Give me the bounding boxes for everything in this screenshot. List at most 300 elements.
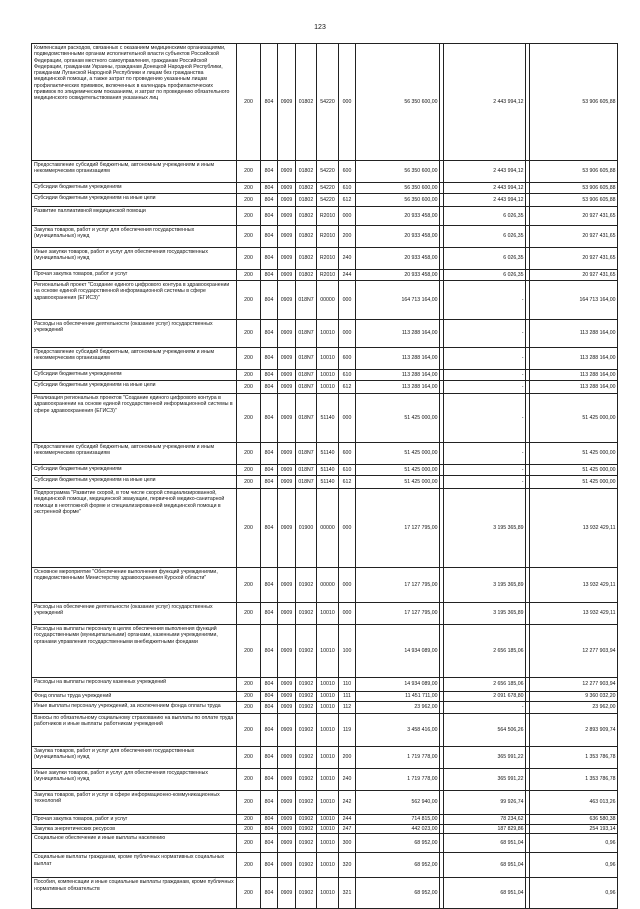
line-item-name: Субсидии бюджетным учреждениям на иные цели (32, 476, 237, 489)
approved-amount: 17 127 795,00 (356, 603, 440, 625)
expense-type-code: 240 (339, 769, 356, 791)
direction-code: 10010 (317, 381, 339, 394)
direction-code: 10010 (317, 834, 339, 853)
approved-amount: 1 719 778,00 (356, 747, 440, 769)
section-code: 0909 (278, 161, 296, 183)
admin-code: 200 (237, 489, 261, 568)
program-code: 01900 (296, 489, 317, 568)
direction-code: 51140 (317, 394, 339, 443)
expense-type-code: 244 (339, 270, 356, 281)
admin-code: 200 (237, 281, 261, 320)
agency-code: 804 (261, 834, 278, 853)
program-code: 01902 (296, 878, 317, 909)
remaining-amount: 13 932 429,11 (530, 603, 618, 625)
admin-code: 200 (237, 834, 261, 853)
expense-type-code: 000 (339, 489, 356, 568)
executed-amount: 99 926,74 (444, 791, 526, 815)
remaining-amount: 636 580,38 (530, 815, 618, 825)
table-row (32, 603, 618, 625)
expense-type-code: 612 (339, 381, 356, 394)
table-row (32, 853, 618, 878)
admin-code: 200 (237, 348, 261, 370)
table-row (32, 226, 618, 248)
program-code: 018N7 (296, 476, 317, 489)
section-code: 0909 (278, 714, 296, 747)
approved-amount: 714 815,00 (356, 815, 440, 825)
agency-code: 804 (261, 281, 278, 320)
direction-code: 10010 (317, 603, 339, 625)
section-code: 0909 (278, 194, 296, 207)
executed-amount: 6 026,35 (444, 226, 526, 248)
table-row (32, 207, 618, 226)
table-row (32, 194, 618, 207)
admin-code: 200 (237, 370, 261, 381)
admin-code: 200 (237, 465, 261, 476)
admin-code: 200 (237, 747, 261, 769)
section-code: 0909 (278, 381, 296, 394)
expense-type-code: 000 (339, 320, 356, 348)
expense-type-code: 240 (339, 248, 356, 270)
direction-code: 10010 (317, 791, 339, 815)
section-code: 0909 (278, 692, 296, 702)
approved-amount: 17 127 795,00 (356, 489, 440, 568)
section-code: 0909 (278, 44, 296, 161)
direction-code: R2010 (317, 226, 339, 248)
program-code: 01902 (296, 825, 317, 834)
expense-type-code: 100 (339, 625, 356, 678)
agency-code: 804 (261, 678, 278, 692)
approved-amount: 14 934 089,00 (356, 625, 440, 678)
direction-code: 54220 (317, 183, 339, 194)
section-code: 0909 (278, 248, 296, 270)
executed-amount: 3 195 365,89 (444, 489, 526, 568)
executed-amount: - (444, 702, 526, 714)
executed-amount: 68 951,04 (444, 878, 526, 909)
line-item-name: Иные закупки товаров, работ и услуг для обеспечения государственных (муниципальных) нужд (32, 769, 237, 791)
table-row (32, 443, 618, 465)
section-code: 0909 (278, 394, 296, 443)
direction-code: 10010 (317, 714, 339, 747)
direction-code: 10010 (317, 825, 339, 834)
program-code: 01802 (296, 194, 317, 207)
section-code: 0909 (278, 834, 296, 853)
line-item-name: Закупка энергетических ресурсов (32, 825, 237, 834)
remaining-amount: 1 353 786,78 (530, 747, 618, 769)
executed-amount: 2 656 185,06 (444, 678, 526, 692)
remaining-amount: 53 906 605,88 (530, 161, 618, 183)
executed-amount: 68 951,04 (444, 853, 526, 878)
approved-amount: 56 350 600,00 (356, 183, 440, 194)
line-item-name: Расходы на выплаты персоналу казенных учреждений (32, 678, 237, 692)
admin-code: 200 (237, 678, 261, 692)
table-row (32, 714, 618, 747)
admin-code: 200 (237, 815, 261, 825)
executed-amount: 2 443 994,12 (444, 161, 526, 183)
agency-code: 804 (261, 489, 278, 568)
program-code: 018N7 (296, 381, 317, 394)
remaining-amount: 13 932 429,11 (530, 568, 618, 603)
agency-code: 804 (261, 248, 278, 270)
executed-amount: 6 026,35 (444, 207, 526, 226)
remaining-amount: 0,96 (530, 853, 618, 878)
program-code: 01802 (296, 183, 317, 194)
section-code: 0909 (278, 678, 296, 692)
line-item-name: Субсидии бюджетным учреждениям (32, 370, 237, 381)
agency-code: 804 (261, 370, 278, 381)
table-row (32, 791, 618, 815)
section-code: 0909 (278, 443, 296, 465)
line-item-name: Социальные выплаты гражданам, кроме публичных нормативных социальных выплат (32, 853, 237, 878)
expense-type-code: 000 (339, 394, 356, 443)
section-code: 0909 (278, 625, 296, 678)
remaining-amount: 0,96 (530, 878, 618, 909)
admin-code: 200 (237, 714, 261, 747)
approved-amount: 23 962,00 (356, 702, 440, 714)
table-row (32, 44, 618, 161)
program-code: 018N7 (296, 320, 317, 348)
line-item-name: Закупка товаров, работ и услуг для обеспечения государственных (муниципальных) нужд (32, 747, 237, 769)
approved-amount: 20 933 458,00 (356, 226, 440, 248)
expense-type-code: 112 (339, 702, 356, 714)
program-code: 018N7 (296, 394, 317, 443)
table-row (32, 489, 618, 568)
table-row (32, 270, 618, 281)
admin-code: 200 (237, 443, 261, 465)
program-code: 01802 (296, 161, 317, 183)
remaining-amount: 51 425 000,00 (530, 465, 618, 476)
remaining-amount: 113 288 164,00 (530, 348, 618, 370)
program-code: 01902 (296, 714, 317, 747)
agency-code: 804 (261, 853, 278, 878)
line-item-name: Субсидии бюджетным учреждениям (32, 183, 237, 194)
admin-code: 200 (237, 270, 261, 281)
program-code: 01902 (296, 603, 317, 625)
table-row (32, 625, 618, 678)
agency-code: 804 (261, 702, 278, 714)
line-item-name: Субсидии бюджетным учреждениям на иные цели (32, 381, 237, 394)
table-row (32, 465, 618, 476)
approved-amount: 51 425 000,00 (356, 394, 440, 443)
section-code: 0909 (278, 568, 296, 603)
executed-amount: - (444, 476, 526, 489)
executed-amount: 2 443 994,12 (444, 183, 526, 194)
executed-amount: 6 026,35 (444, 248, 526, 270)
expense-type-code: 612 (339, 476, 356, 489)
line-item-name: Компенсация расходов, связанных с оказанием медицинскими организациями, подведомственными органам исполнительной власти субъектов Российской Федерации, органам местного самоуправления, гражданам Российской Федерации, гражданам Украины, гражданам Донецкой Народной Республики, гражданам Луганской Народной Республики и лицам без гражданства медицинской помощи, а также затрат по проведению указанным лицам профилактических прививок, включенных в календарь профилактических прививок по эпидемическим показаниям, и затрат по проведению обязательного медицинского освидетельствования указанных лиц (32, 44, 237, 161)
approved-amount: 113 288 164,00 (356, 381, 440, 394)
direction-code: 00000 (317, 568, 339, 603)
program-code: 01902 (296, 834, 317, 853)
direction-code: 10010 (317, 348, 339, 370)
admin-code: 200 (237, 320, 261, 348)
executed-amount: - (444, 370, 526, 381)
line-item-name: Иные выплаты персоналу учреждений, за исключением фонда оплаты труда (32, 702, 237, 714)
line-item-name: Расходы на выплаты персоналу в целях обеспечения выполнения функций государственными (муниципальными) органами, казенными учреждениями, органами управления государственными внебюджетными фондами (32, 625, 237, 678)
direction-code: R2010 (317, 248, 339, 270)
direction-code: 10010 (317, 853, 339, 878)
section-code: 0909 (278, 878, 296, 909)
approved-amount: 1 719 778,00 (356, 769, 440, 791)
remaining-amount: 12 277 903,94 (530, 625, 618, 678)
remaining-amount: 13 932 429,11 (530, 489, 618, 568)
admin-code: 200 (237, 769, 261, 791)
executed-amount: - (444, 281, 526, 320)
approved-amount: 68 952,00 (356, 878, 440, 909)
approved-amount: 51 425 000,00 (356, 465, 440, 476)
admin-code: 200 (237, 476, 261, 489)
executed-amount: 564 506,26 (444, 714, 526, 747)
remaining-amount: 12 277 903,94 (530, 678, 618, 692)
admin-code: 200 (237, 878, 261, 909)
remaining-amount: 20 927 431,65 (530, 248, 618, 270)
admin-code: 200 (237, 394, 261, 443)
executed-amount: 2 443 994,12 (444, 194, 526, 207)
executed-amount: - (444, 348, 526, 370)
agency-code: 804 (261, 44, 278, 161)
table-row (32, 320, 618, 348)
agency-code: 804 (261, 161, 278, 183)
approved-amount: 442 023,00 (356, 825, 440, 834)
expense-type-code: 000 (339, 44, 356, 161)
agency-code: 804 (261, 825, 278, 834)
remaining-amount: 9 360 032,20 (530, 692, 618, 702)
remaining-amount: 53 906 605,88 (530, 183, 618, 194)
direction-code: 10010 (317, 625, 339, 678)
expense-type-code: 600 (339, 443, 356, 465)
approved-amount: 11 451 711,00 (356, 692, 440, 702)
remaining-amount: 51 425 000,00 (530, 443, 618, 465)
table-row (32, 692, 618, 702)
agency-code: 804 (261, 476, 278, 489)
executed-amount: 78 234,62 (444, 815, 526, 825)
remaining-amount: 254 193,14 (530, 825, 618, 834)
executed-amount: 187 829,86 (444, 825, 526, 834)
agency-code: 804 (261, 226, 278, 248)
table-row (32, 381, 618, 394)
expense-type-code: 200 (339, 747, 356, 769)
expense-type-code: 000 (339, 568, 356, 603)
remaining-amount: 51 425 000,00 (530, 476, 618, 489)
table-row (32, 370, 618, 381)
admin-code: 200 (237, 603, 261, 625)
expense-type-code: 000 (339, 603, 356, 625)
program-code: 018N7 (296, 465, 317, 476)
program-code: 018N7 (296, 281, 317, 320)
agency-code: 804 (261, 815, 278, 825)
table-row (32, 183, 618, 194)
direction-code: 54220 (317, 194, 339, 207)
admin-code: 200 (237, 381, 261, 394)
agency-code: 804 (261, 320, 278, 348)
approved-amount: 17 127 795,00 (356, 568, 440, 603)
agency-code: 804 (261, 270, 278, 281)
approved-amount: 113 288 164,00 (356, 348, 440, 370)
approved-amount: 56 350 600,00 (356, 161, 440, 183)
line-item-name: Пособия, компенсации и иные социальные выплаты гражданам, кроме публичных нормативных обязательств (32, 878, 237, 909)
executed-amount: 68 951,04 (444, 834, 526, 853)
admin-code: 200 (237, 692, 261, 702)
expense-type-code: 111 (339, 692, 356, 702)
line-item-name: Субсидии бюджетным учреждениям (32, 465, 237, 476)
direction-code: 10010 (317, 678, 339, 692)
section-code: 0909 (278, 747, 296, 769)
program-code: 018N7 (296, 370, 317, 381)
program-code: 01902 (296, 568, 317, 603)
table-row (32, 678, 618, 692)
expense-type-code: 300 (339, 834, 356, 853)
section-code: 0909 (278, 320, 296, 348)
table-row (32, 878, 618, 909)
approved-amount: 51 425 000,00 (356, 443, 440, 465)
expense-type-code: 000 (339, 207, 356, 226)
remaining-amount: 1 353 786,78 (530, 769, 618, 791)
section-code: 0909 (278, 815, 296, 825)
line-item-name: Региональный проект "Создание единого цифрового контура в здравоохранении на основе единой государственной информационной системы в сфере здравоохранения (ЕГИСЗ)" (32, 281, 237, 320)
admin-code: 200 (237, 825, 261, 834)
admin-code: 200 (237, 248, 261, 270)
expense-type-code: 320 (339, 853, 356, 878)
budget-table (31, 43, 618, 909)
table-row (32, 394, 618, 443)
remaining-amount: 113 288 164,00 (530, 370, 618, 381)
section-code: 0909 (278, 702, 296, 714)
direction-code: 00000 (317, 281, 339, 320)
agency-code: 804 (261, 714, 278, 747)
remaining-amount: 2 893 909,74 (530, 714, 618, 747)
remaining-amount: 53 906 605,88 (530, 44, 618, 161)
executed-amount: - (444, 443, 526, 465)
expense-type-code: 000 (339, 281, 356, 320)
agency-code: 804 (261, 394, 278, 443)
section-code: 0909 (278, 207, 296, 226)
section-code: 0909 (278, 853, 296, 878)
expense-type-code: 200 (339, 226, 356, 248)
section-code: 0909 (278, 348, 296, 370)
remaining-amount: 20 927 431,65 (530, 270, 618, 281)
page-number: 123 (314, 24, 326, 31)
executed-amount: 2 443 994,12 (444, 44, 526, 161)
line-item-name: Развитие паллиативной медицинской помощи (32, 207, 237, 226)
expense-type-code: 247 (339, 825, 356, 834)
program-code: 018N7 (296, 443, 317, 465)
direction-code: R2010 (317, 207, 339, 226)
program-code: 01802 (296, 248, 317, 270)
direction-code: 10010 (317, 878, 339, 909)
section-code: 0909 (278, 183, 296, 194)
admin-code: 200 (237, 853, 261, 878)
remaining-amount: 51 425 000,00 (530, 394, 618, 443)
executed-amount: - (444, 394, 526, 443)
agency-code: 804 (261, 791, 278, 815)
admin-code: 200 (237, 161, 261, 183)
line-item-name: Прочая закупка товаров, работ и услуг (32, 815, 237, 825)
program-code: 01802 (296, 44, 317, 161)
table-row (32, 815, 618, 825)
program-code: 01902 (296, 815, 317, 825)
program-code: 01902 (296, 747, 317, 769)
line-item-name: Закупка товаров, работ и услуг в сфере информационно-коммуникационных технологий (32, 791, 237, 815)
remaining-amount: 20 927 431,65 (530, 207, 618, 226)
line-item-name: Расходы на обеспечение деятельности (оказание услуг) государственных учреждений (32, 603, 237, 625)
table-row (32, 281, 618, 320)
expense-type-code: 610 (339, 183, 356, 194)
admin-code: 200 (237, 791, 261, 815)
table-row (32, 161, 618, 183)
approved-amount: 56 350 600,00 (356, 44, 440, 161)
program-code: 01902 (296, 678, 317, 692)
program-code: 01802 (296, 207, 317, 226)
line-item-name: Фонд оплаты труда учреждений (32, 692, 237, 702)
table-row (32, 348, 618, 370)
admin-code: 200 (237, 44, 261, 161)
section-code: 0909 (278, 489, 296, 568)
executed-amount: - (444, 320, 526, 348)
line-item-name: Реализация региональных проектов "Создание единого цифрового контура в здравоохранении на основе единой государственной информационной системы в сфере здравоохранения (ЕГИСЗ)" (32, 394, 237, 443)
direction-code: 51140 (317, 465, 339, 476)
direction-code: 51140 (317, 476, 339, 489)
executed-amount: 2 091 678,80 (444, 692, 526, 702)
section-code: 0909 (278, 465, 296, 476)
agency-code: 804 (261, 443, 278, 465)
line-item-name: Расходы на обеспечение деятельности (оказание услуг) государственных учреждений (32, 320, 237, 348)
expense-type-code: 119 (339, 714, 356, 747)
table-row (32, 747, 618, 769)
line-item-name: Предоставление субсидий бюджетным, автономным учреждениям и иным некоммерческим организациям (32, 443, 237, 465)
line-item-name: Предоставление субсидий бюджетным, автономным учреждениям и иным некоммерческим организациям (32, 161, 237, 183)
table-row (32, 568, 618, 603)
direction-code: 10010 (317, 769, 339, 791)
program-code: 01802 (296, 226, 317, 248)
expense-type-code: 610 (339, 370, 356, 381)
direction-code: 51140 (317, 443, 339, 465)
expense-type-code: 600 (339, 161, 356, 183)
section-code: 0909 (278, 281, 296, 320)
executed-amount: 3 195 365,89 (444, 568, 526, 603)
approved-amount: 562 940,00 (356, 791, 440, 815)
program-code: 018N7 (296, 348, 317, 370)
admin-code: 200 (237, 625, 261, 678)
section-code: 0909 (278, 603, 296, 625)
direction-code: 10010 (317, 747, 339, 769)
section-code: 0909 (278, 370, 296, 381)
remaining-amount: 20 927 431,65 (530, 226, 618, 248)
expense-type-code: 110 (339, 678, 356, 692)
table-row (32, 834, 618, 853)
agency-code: 804 (261, 692, 278, 702)
remaining-amount: 164 713 164,00 (530, 281, 618, 320)
agency-code: 804 (261, 747, 278, 769)
remaining-amount: 53 906 605,88 (530, 194, 618, 207)
table-row (32, 769, 618, 791)
direction-code: R2010 (317, 270, 339, 281)
agency-code: 804 (261, 465, 278, 476)
approved-amount: 20 933 458,00 (356, 248, 440, 270)
program-code: 01802 (296, 270, 317, 281)
table-row (32, 825, 618, 834)
approved-amount: 3 458 416,00 (356, 714, 440, 747)
line-item-name: Подпрограмма "Развитие скорой, в том числе скорой специализированной, медицинской помощи, медицинской эвакуации, первичной медико-санитарной помощи в неотложной форме и специализированной медицинской помощи в экстренной форме" (32, 489, 237, 568)
admin-code: 200 (237, 183, 261, 194)
agency-code: 804 (261, 603, 278, 625)
agency-code: 804 (261, 769, 278, 791)
line-item-name: Предоставление субсидий бюджетным, автономным учреждениям и иным некоммерческим организациям (32, 348, 237, 370)
line-item-name: Иные закупки товаров, работ и услуг для обеспечения государственных (муниципальных) нужд (32, 248, 237, 270)
table-row (32, 476, 618, 489)
direction-code: 00000 (317, 489, 339, 568)
executed-amount: 6 026,35 (444, 270, 526, 281)
approved-amount: 164 713 164,00 (356, 281, 440, 320)
approved-amount: 113 288 164,00 (356, 370, 440, 381)
